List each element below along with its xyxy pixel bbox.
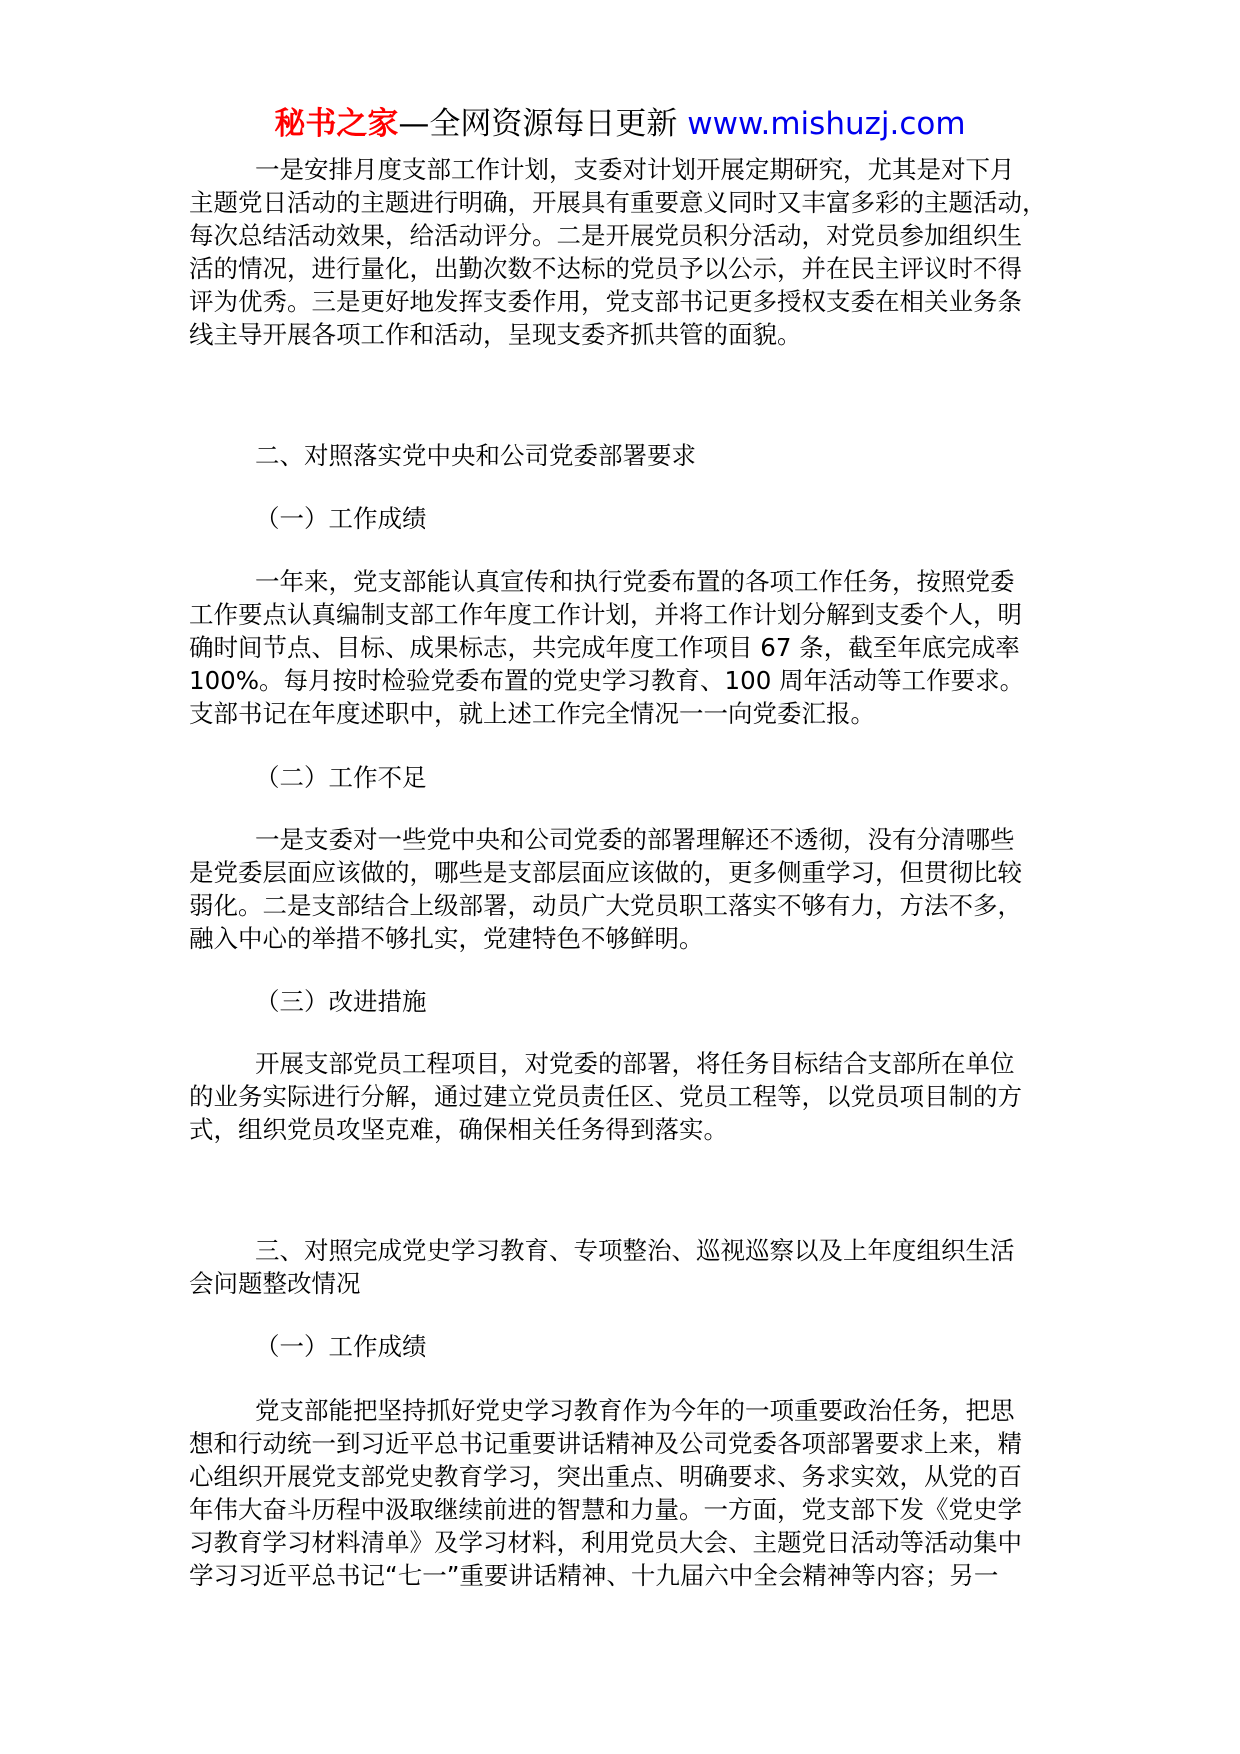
text-line: 是党委层面应该做的，哪些是支部层面应该做的，更多侧重学习，但贯彻比较 [189, 858, 1022, 887]
paragraph [189, 1394, 1069, 1592]
text-line: 三、对照完成党史学习教育、专项整治、巡视巡察以及上年度组织生活 [255, 1236, 1015, 1265]
text-line: 支部书记在年度述职中，就上述工作完全情况一一向党委汇报。 [189, 699, 875, 728]
text-line: 二、对照落实党中央和公司党委部署要求 [255, 441, 696, 470]
paragraph [189, 565, 1069, 730]
text-line: 融入中心的举措不够扎实，党建特色不够鲜明。 [189, 924, 704, 953]
paragraph [189, 1047, 1069, 1146]
section-heading [189, 761, 1069, 794]
section-heading [189, 1330, 1069, 1363]
text-line: 习教育学习材料清单》及学习材料，利用党员大会、主题党日活动等活动集中 [189, 1528, 1022, 1557]
text-line: 线主导开展各项工作和活动，呈现支委齐抓共管的面貌。 [189, 320, 802, 349]
text-line: 工作要点认真编制支部工作年度工作计划，并将工作计划分解到支委个人，明 [189, 600, 1022, 629]
site-url-link[interactable]: www.mishuzj.com [687, 106, 966, 142]
section-heading [189, 985, 1069, 1018]
section-heading [189, 439, 1069, 472]
text-line: 式，组织党员攻坚克难，确保相关任务得到落实。 [189, 1115, 728, 1144]
text-line: （一）工作成绩 [255, 504, 427, 533]
text-line: 每次总结活动效果，给活动评分。二是开展党员积分活动，对党员参加组织生 [189, 221, 1022, 250]
text-line: （三）改进措施 [255, 987, 427, 1016]
text-line: 活的情况，进行量化，出勤次数不达标的党员予以公示，并在民主评议时不得 [189, 254, 1022, 283]
text-line: 心组织开展党支部党史教育学习，突出重点、明确要求、务求实效，从党的百 [189, 1462, 1022, 1491]
text-line: 一年来，党支部能认真宣传和执行党委布置的各项工作任务，按照党委 [255, 567, 1015, 596]
text-line: 100%。每月按时检验党委布置的党史学习教育、100 周年活动等工作要求。 [189, 666, 1025, 695]
text-line: 想和行动统一到习近平总书记重要讲话精神及公司党委各项部署要求上来，精 [189, 1429, 1022, 1458]
header-tagline: —全网资源每日更新 [398, 106, 688, 142]
text-line: 弱化。二是支部结合上级部署，动员广大党员职工落实不够有力，方法不多， [189, 891, 1022, 920]
paragraph [189, 823, 1069, 955]
text-line: 会问题整改情况 [189, 1269, 361, 1298]
text-line: 一是安排月度支部工作计划，支委对计划开展定期研究，尤其是对下月 [255, 155, 1015, 184]
paragraph [189, 1234, 1069, 1300]
text-line: 的业务实际进行分解，通过建立党员责任区、党员工程等，以党员项目制的方 [189, 1082, 1022, 1111]
text-line: （一）工作成绩 [255, 1332, 427, 1361]
text-line: 评为优秀。三是更好地发挥支委作用，党支部书记更多授权支委在相关业务条 [189, 287, 1022, 316]
text-line: 年伟大奋斗历程中汲取继续前进的智慧和力量。一方面，党支部下发《党史学 [189, 1495, 1022, 1524]
text-line: （二）工作不足 [255, 763, 427, 792]
text-line: 党支部能把坚持抓好党史学习教育作为今年的一项重要政治任务，把思 [255, 1396, 1015, 1425]
text-line: 开展支部党员工程项目，对党委的部署，将任务目标结合支部所在单位 [255, 1049, 1015, 1078]
site-header [0, 104, 1240, 144]
text-line: 一是支委对一些党中央和公司党委的部署理解还不透彻，没有分清哪些 [255, 825, 1015, 854]
brand-name: 秘书之家 [274, 106, 399, 142]
text-line: 主题党日活动的主题进行明确，开展具有重要意义同时又丰富多彩的主题活动， [189, 188, 1047, 217]
section-heading [189, 502, 1069, 535]
text-line: 学习习近平总书记“七一”重要讲话精神、十九届六中全会精神等内容；另一 [189, 1561, 999, 1590]
paragraph [189, 153, 1069, 351]
text-line: 确时间节点、目标、成果标志，共完成年度工作项目 67 条，截至年底完成率 [189, 633, 1020, 662]
